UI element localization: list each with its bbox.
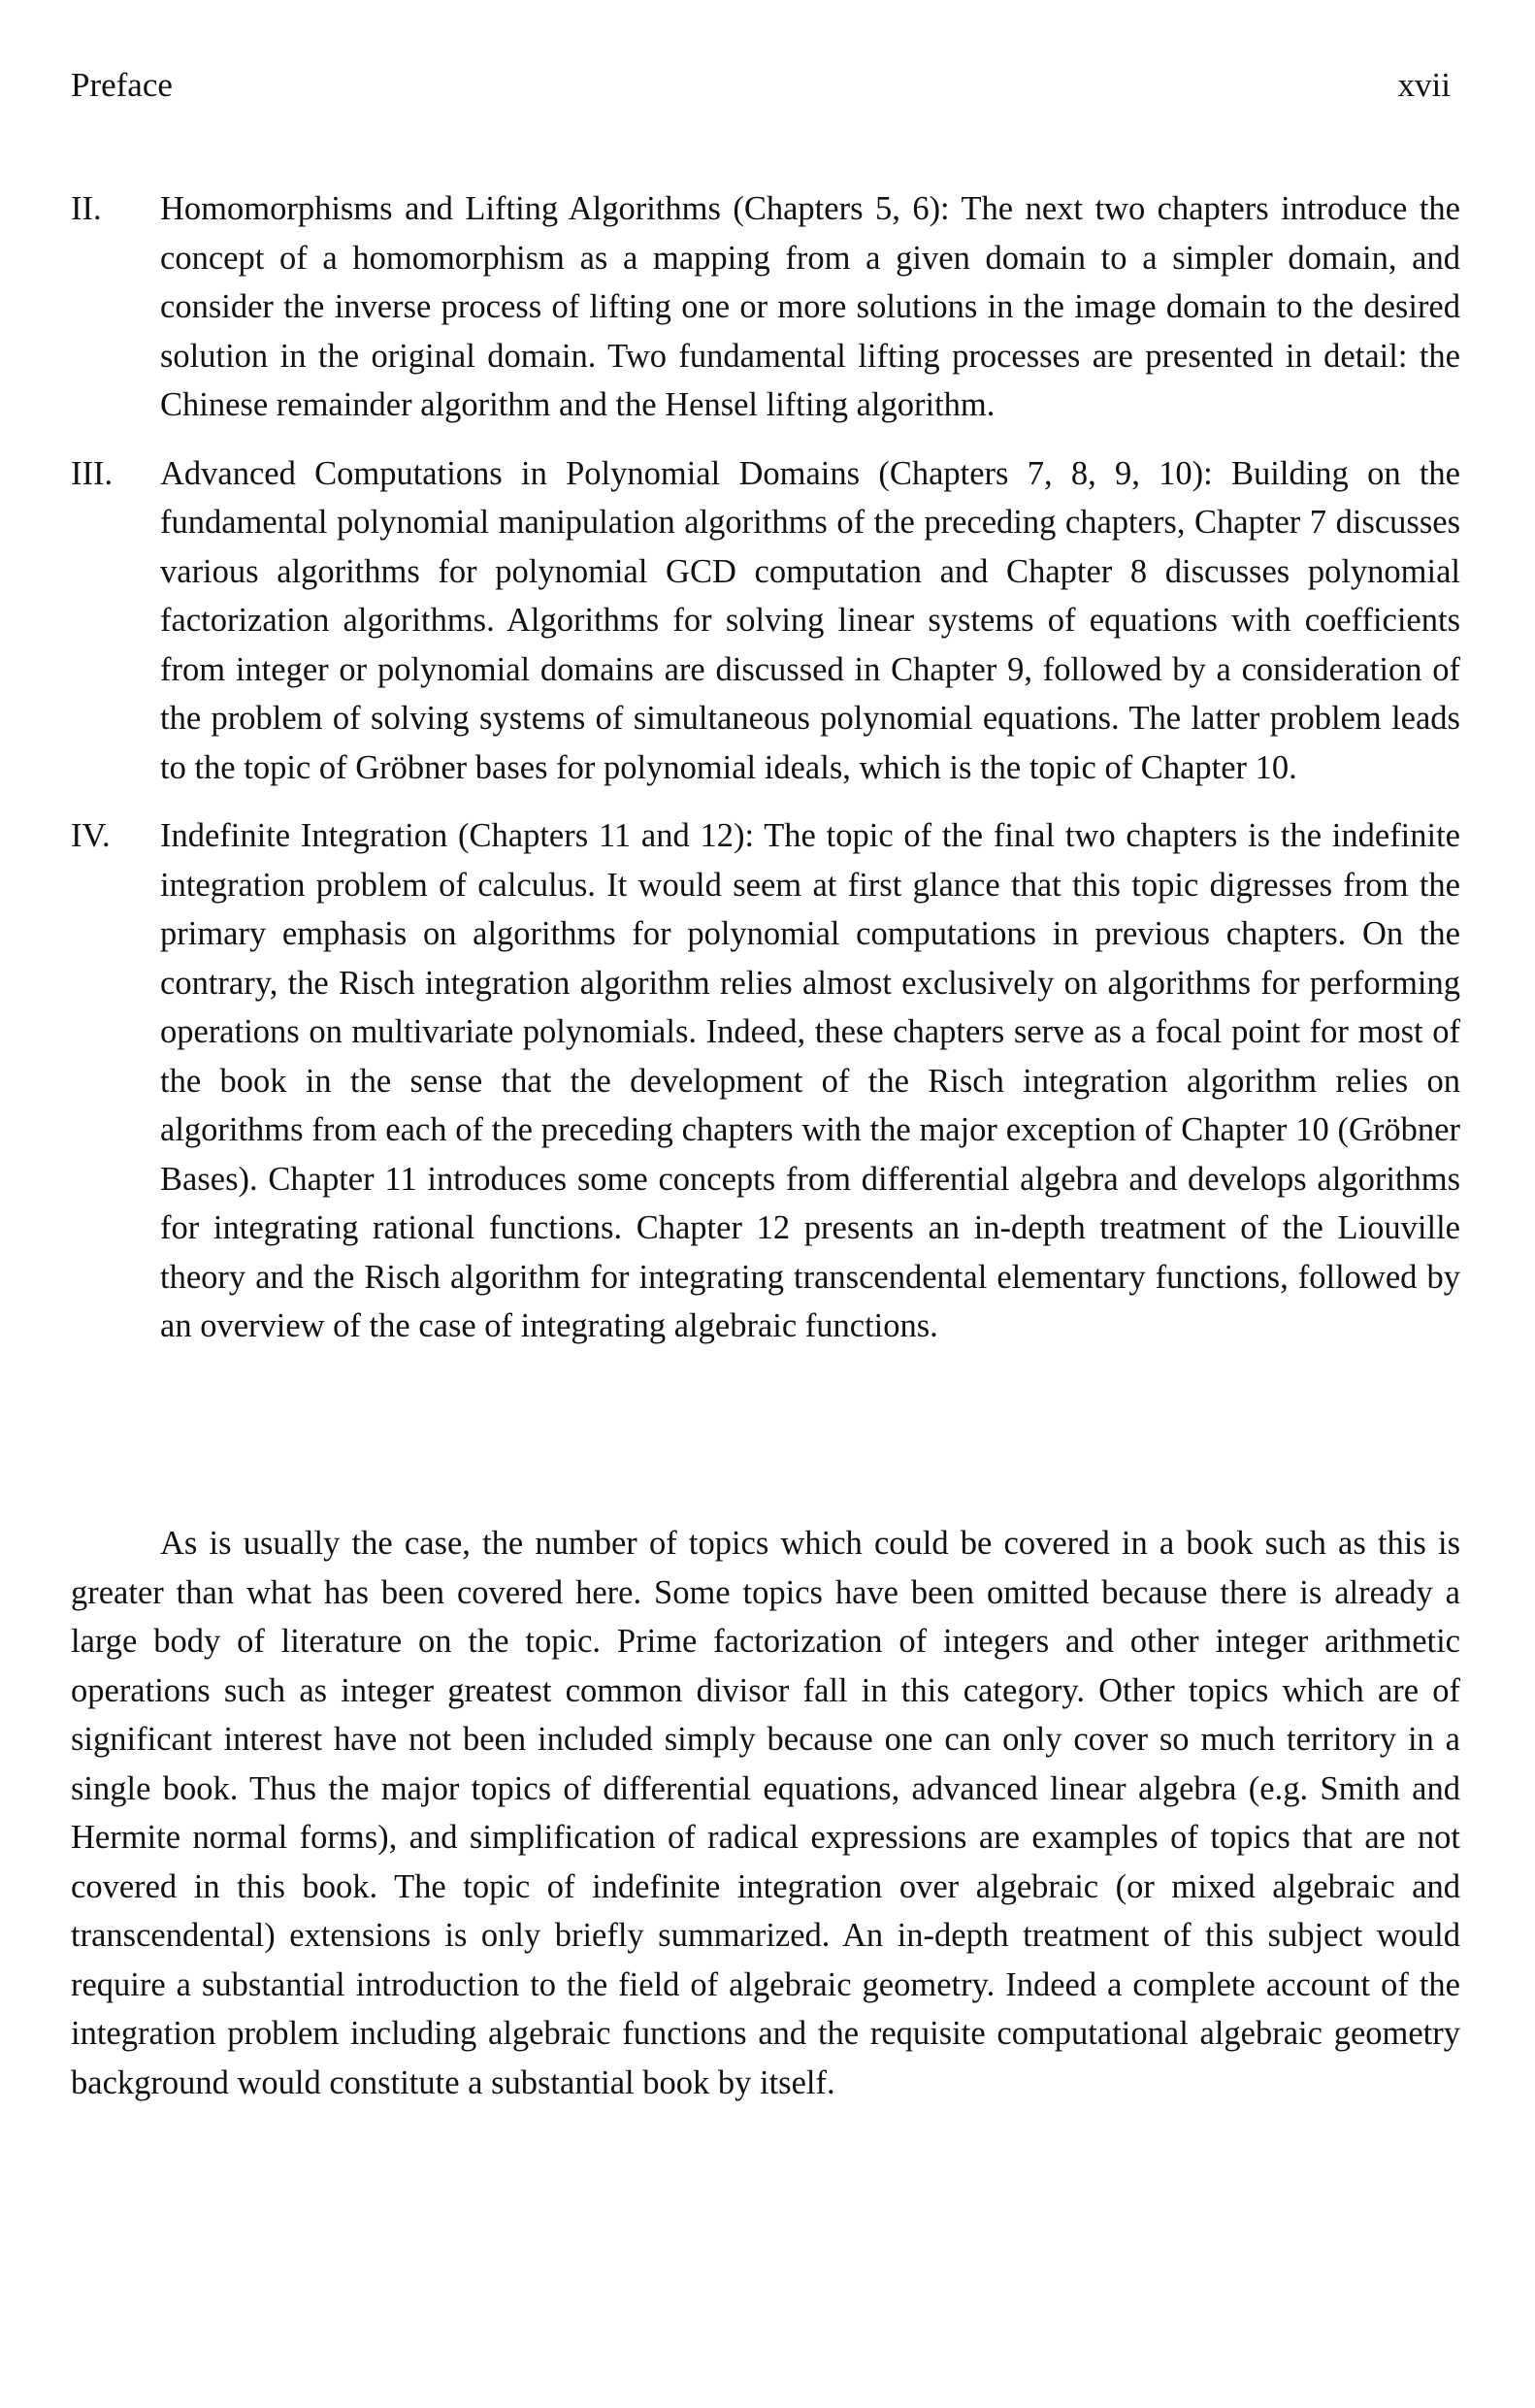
- outline-item-part-iv: [71, 811, 1460, 1351]
- outline-item-numeral: IV.: [71, 817, 111, 854]
- outline-item-part-iii: [71, 449, 1460, 793]
- outline-item-numeral: II.: [71, 190, 102, 227]
- page-number: xvii: [1397, 66, 1451, 104]
- outline-item-numeral: III.: [71, 454, 114, 492]
- closing-paragraph: As is usually the case, the number of topics which could be covered in a book such as this is greater than what has been covered here. Some topics have been omitted because there is already a large body of literature on the topic. Prime factorization of integers and other integer arithmetic operations such as integer greatest common divisor fall in this category. Other topics which are of significant interest have not been included simply because one can only cover so much territory in a single book. Thus the major topics of differential equations, advanced linear algebra (e.g. Smith and Hermite normal forms), and simplification of radical expressions are examples of topics that are not covered in this book. The topic of indefinite integration over algebraic (or mixed algebraic and transcendental) extensions is only briefly summarized. An in-depth treatment of this subject would require a substantial introduction to the field of algebraic geometry. Indeed a complete account of the integration problem including algebraic functions and the requisite computational algebraic geometry background would constitute a substantial book by itself.: [71, 1525, 1460, 2101]
- outline-item-part-ii: [71, 184, 1460, 430]
- running-header: [71, 66, 1451, 105]
- chapter-outline-list: [71, 184, 1460, 1370]
- section-title: Preface: [71, 66, 173, 104]
- outline-item-text: Indefinite Integration (Chapters 11 and 12): The topic of the final two chapters is the indefinite integration problem of calculus. It would seem at first glance that this topic digresses from the primary emphasis on algorithms for polynomial computations in previous chapters. On the contrary, the Risch integration algorithm relies almost exclusively on algorithms for performing operations on multivariate polynomials. Indeed, these chapters serve as a focal point for most of the book in the sense that the development of the Risch integration algorithm relies on algorithms from each of the preceding chapters with the major exception of Chapter 10 (Gröbner Bases). Chapter 11 introduces some concepts from differential algebra and develops algorithms for integrating rational functions. Chapter 12 presents an in-depth treatment of the Liouville theory and the Risch algorithm for integrating transcendental elementary functions, followed by an overview of the case of integrating algebraic functions.: [160, 817, 1460, 1344]
- outline-item-text: Advanced Computations in Polynomial Domains (Chapters 7, 8, 9, 10): Building on the fundamental polynomial manipulation algorithms of the preceding chapters, Chapter 7 discusses various algorithms for polynomial GCD computation and Chapter 8 discusses polynomial factorization algorithms. Algorithms for solving linear systems of equations with coefficients from integer or polynomial domains are discussed in Chapter 9, followed by a consideration of the problem of solving systems of simultaneous polynomial equations. The latter problem leads to the topic of Gröbner bases for polynomial ideals, which is the topic of Chapter 10.: [160, 454, 1460, 786]
- outline-item-text: Homomorphisms and Lifting Algorithms (Chapters 5, 6): The next two chapters introduce the concept of a homomorphism as a mapping from a given domain to a simpler domain, and consider the inverse process of lifting one or more solutions in the image domain to the desired solution in the original domain. Two fundamental lifting processes are presented in detail: the Chinese remainder algorithm and the Hensel lifting algorithm.: [160, 190, 1460, 423]
